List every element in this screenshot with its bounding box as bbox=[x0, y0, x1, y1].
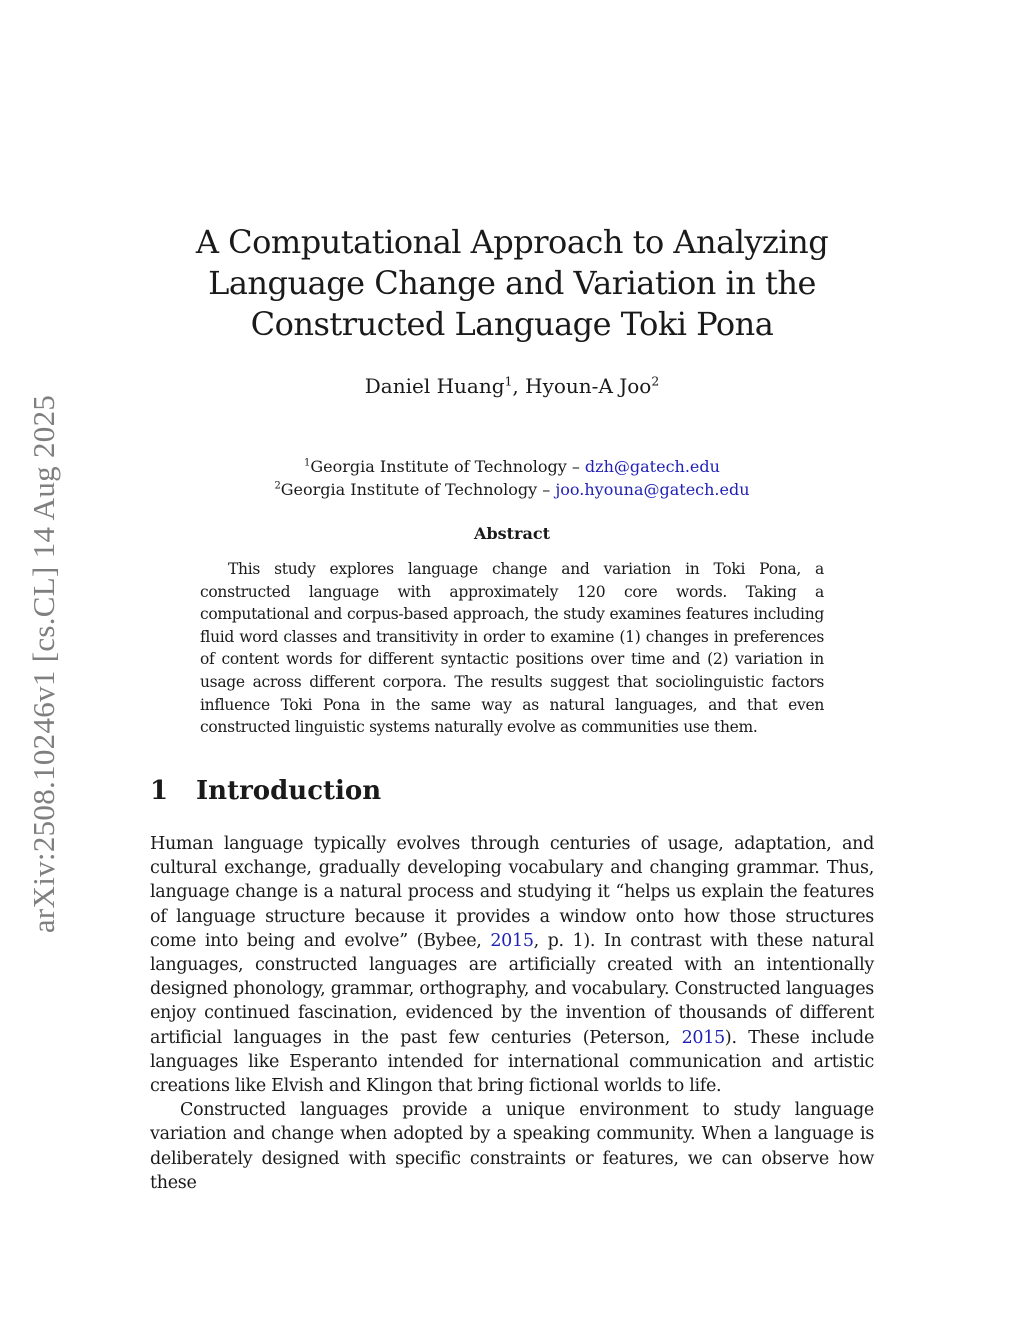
section-heading bbox=[150, 776, 381, 806]
author-affiliation-mark: 1 bbox=[504, 373, 513, 389]
author-affiliation-mark: 2 bbox=[651, 373, 660, 389]
author-name: Daniel Huang bbox=[364, 374, 505, 398]
affiliation-mark: 1 bbox=[304, 457, 311, 469]
body-text bbox=[150, 832, 874, 1195]
affiliation-mark: 2 bbox=[274, 480, 281, 492]
paragraph-text: Human language typically evolves through centuries of usage, adaptation, and cultural exchange, gradually developing vocabulary and changing grammar. Thus, language change is a natural process and studying it “helps us explain the features of language structure because it provides a window onto how those structures come into being and evolve” (Bybee, bbox=[150, 834, 874, 951]
paragraph-text: ). These include languages like Esperanto intended for international communication and artistic creations like Elvish and Klingon that bring fictional worlds to life. bbox=[150, 1027, 874, 1097]
citation-link[interactable]: 2015 bbox=[681, 1027, 725, 1048]
author-name: Hyoun-A Joo bbox=[525, 374, 652, 398]
email-link[interactable]: dzh@gatech.edu bbox=[584, 457, 720, 476]
citation-link[interactable]: 2015 bbox=[490, 930, 534, 951]
affiliation-text: Georgia Institute of Technology – bbox=[310, 457, 585, 476]
email-link[interactable]: joo.hyouna@gatech.edu bbox=[555, 480, 750, 499]
paper-title bbox=[150, 222, 874, 345]
affiliation-line bbox=[150, 478, 874, 501]
arxiv-identifier bbox=[28, 370, 60, 958]
title-line-3: Constructed Language Toki Pona bbox=[250, 305, 774, 343]
author-list bbox=[150, 372, 874, 400]
section-number: 1 bbox=[150, 776, 169, 806]
affiliation-text: Georgia Institute of Technology – bbox=[280, 480, 556, 499]
title-line-2: Language Change and Variation in the bbox=[208, 264, 816, 302]
paragraph: Constructed languages provide a unique environment to study language variation and change when adopted by a speaking community. When a language is deliberately designed with specific constraints or features, we can observe how these bbox=[150, 1100, 874, 1193]
paragraph-text: , p. 1). In contrast with these natural languages, constructed languages are artificially created with an intentionally designed phonology, grammar, orthography, and vocabulary. Constructed languages enjoy continued fascination, evidenced by the invention of thousands of different artificial languages in the past few centuries (Peterson, bbox=[150, 930, 874, 1048]
arxiv-identifier-text: arXiv:2508.10246v1 [cs.CL] 14 Aug 2025 bbox=[26, 394, 62, 934]
affiliation-line bbox=[150, 455, 874, 478]
abstract-text: This study explores language change and variation in Toki Pona, a constructed language with approximately 120 core words. Taking a computational and corpus-based approach, the study examines features including fluid word classes and transitivity in order to examine (1) changes in preferences of content words for different syntactic positions over time and (2) variation in usage across different corpora. The results suggest that sociolinguistic factors influence Toki Pona in the same way as natural languages, and that even constructed linguistic systems naturally evolve as communities use them. bbox=[200, 560, 824, 737]
abstract-heading: Abstract bbox=[474, 524, 550, 543]
section-title: Introduction bbox=[196, 776, 382, 806]
paragraph bbox=[150, 832, 874, 1098]
author-separator: , bbox=[512, 374, 526, 398]
title-line-1: A Computational Approach to Analyzing bbox=[195, 223, 829, 261]
affiliation-list bbox=[150, 455, 874, 501]
